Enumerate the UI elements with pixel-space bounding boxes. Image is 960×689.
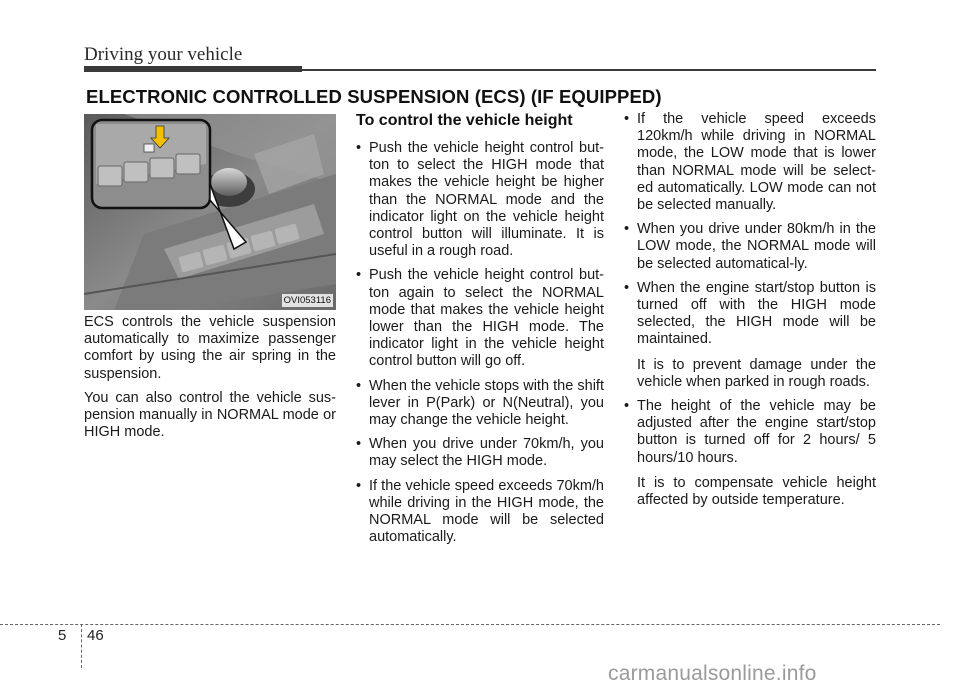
bullet-icon: • (624, 111, 630, 127)
console-illustration (84, 114, 336, 310)
list-item: • Push the vehicle height control but-ton again to select the NORMAL mode that makes the vehicle height lower than the HIGH mode. The indicator light in the vehicle height control button will go off. (356, 267, 604, 370)
page-number: 46 (87, 627, 104, 644)
list-item-note: It is to prevent damage under the vehicle when parked in rough roads. (637, 356, 876, 390)
automatic-mode-list (624, 111, 876, 509)
chapter-number: 5 (58, 627, 67, 644)
list-item: • Push the vehicle height control but-ton to select the HIGH mode that makes the vehicle height be higher than the NORMAL mode and the indicator light on the vehicle height control button will illuminate. It is useful in a rough road. (356, 140, 604, 260)
list-item: • If the vehicle speed exceeds 120km/h while driving in NORMAL mode, the LOW mode that is lower than NORMAL mode will be select-ed automatically. LOW mode can not be selected manually. (624, 111, 876, 214)
header-rule-thin (302, 69, 876, 71)
list-item: • If the vehicle speed exceeds 70km/h while driving in the HIGH mode, the NORMAL mode will be selected automatically. (356, 477, 604, 546)
image-code: OVI053116 (283, 295, 331, 306)
right-column (624, 111, 876, 516)
list-item-note: It is to compensate vehicle height affected by outside temperature. (637, 474, 876, 509)
list-item: • When the vehicle stops with the shift lever in P(Park) or N(Neutral), you may change the vehicle height. (356, 377, 604, 429)
chapter-heading: ELECTRONIC CONTROLLED SUSPENSION (ECS) (IF EQUIPPED) (86, 86, 662, 107)
bullet-icon: • (624, 398, 630, 415)
intro-paragraph: ECS controls the vehicle suspension automatically to maximize passenger comfort by using the air spring in the suspension. (84, 314, 336, 382)
list-item: • When you drive under 80km/h in the LOW mode, the NORMAL mode will be selected automatical-ly. (624, 221, 876, 272)
watermark: carmanualsonline.info (608, 662, 817, 685)
bullet-icon: • (356, 140, 362, 156)
section-title: Driving your vehicle (84, 44, 243, 65)
control-height-subheading: To control the vehicle height (356, 112, 573, 129)
left-column (84, 314, 336, 448)
ecs-control-photo (84, 114, 336, 310)
height-control-list (356, 140, 604, 546)
bullet-icon: • (356, 377, 362, 394)
list-item: • The height of the vehicle may be adjusted after the engine start/stop button is turned off for 2 hours/ 5 hours/10 hours. It is to compensate vehicle height affected by outside temperature. (624, 398, 876, 509)
middle-column (356, 140, 604, 553)
bullet-icon: • (356, 477, 362, 494)
footer-rule (0, 624, 940, 625)
bullet-icon: • (356, 267, 362, 284)
header-rule-thick (84, 66, 302, 72)
manual-control-paragraph: You can also control the vehicle sus-pension manually in NORMAL mode or HIGH mode. (84, 389, 336, 441)
bullet-icon: • (356, 436, 362, 453)
bullet-icon: • (624, 221, 630, 238)
bullet-icon: • (624, 279, 630, 296)
list-item: • When the engine start/stop button is turned off with the HIGH mode selected, the HIGH mode will be maintained. It is to prevent damage under the vehicle when parked in rough roads. (624, 279, 876, 390)
footer-divider (81, 624, 82, 668)
list-item: • When you drive under 70km/h, you may select the HIGH mode. (356, 436, 604, 470)
